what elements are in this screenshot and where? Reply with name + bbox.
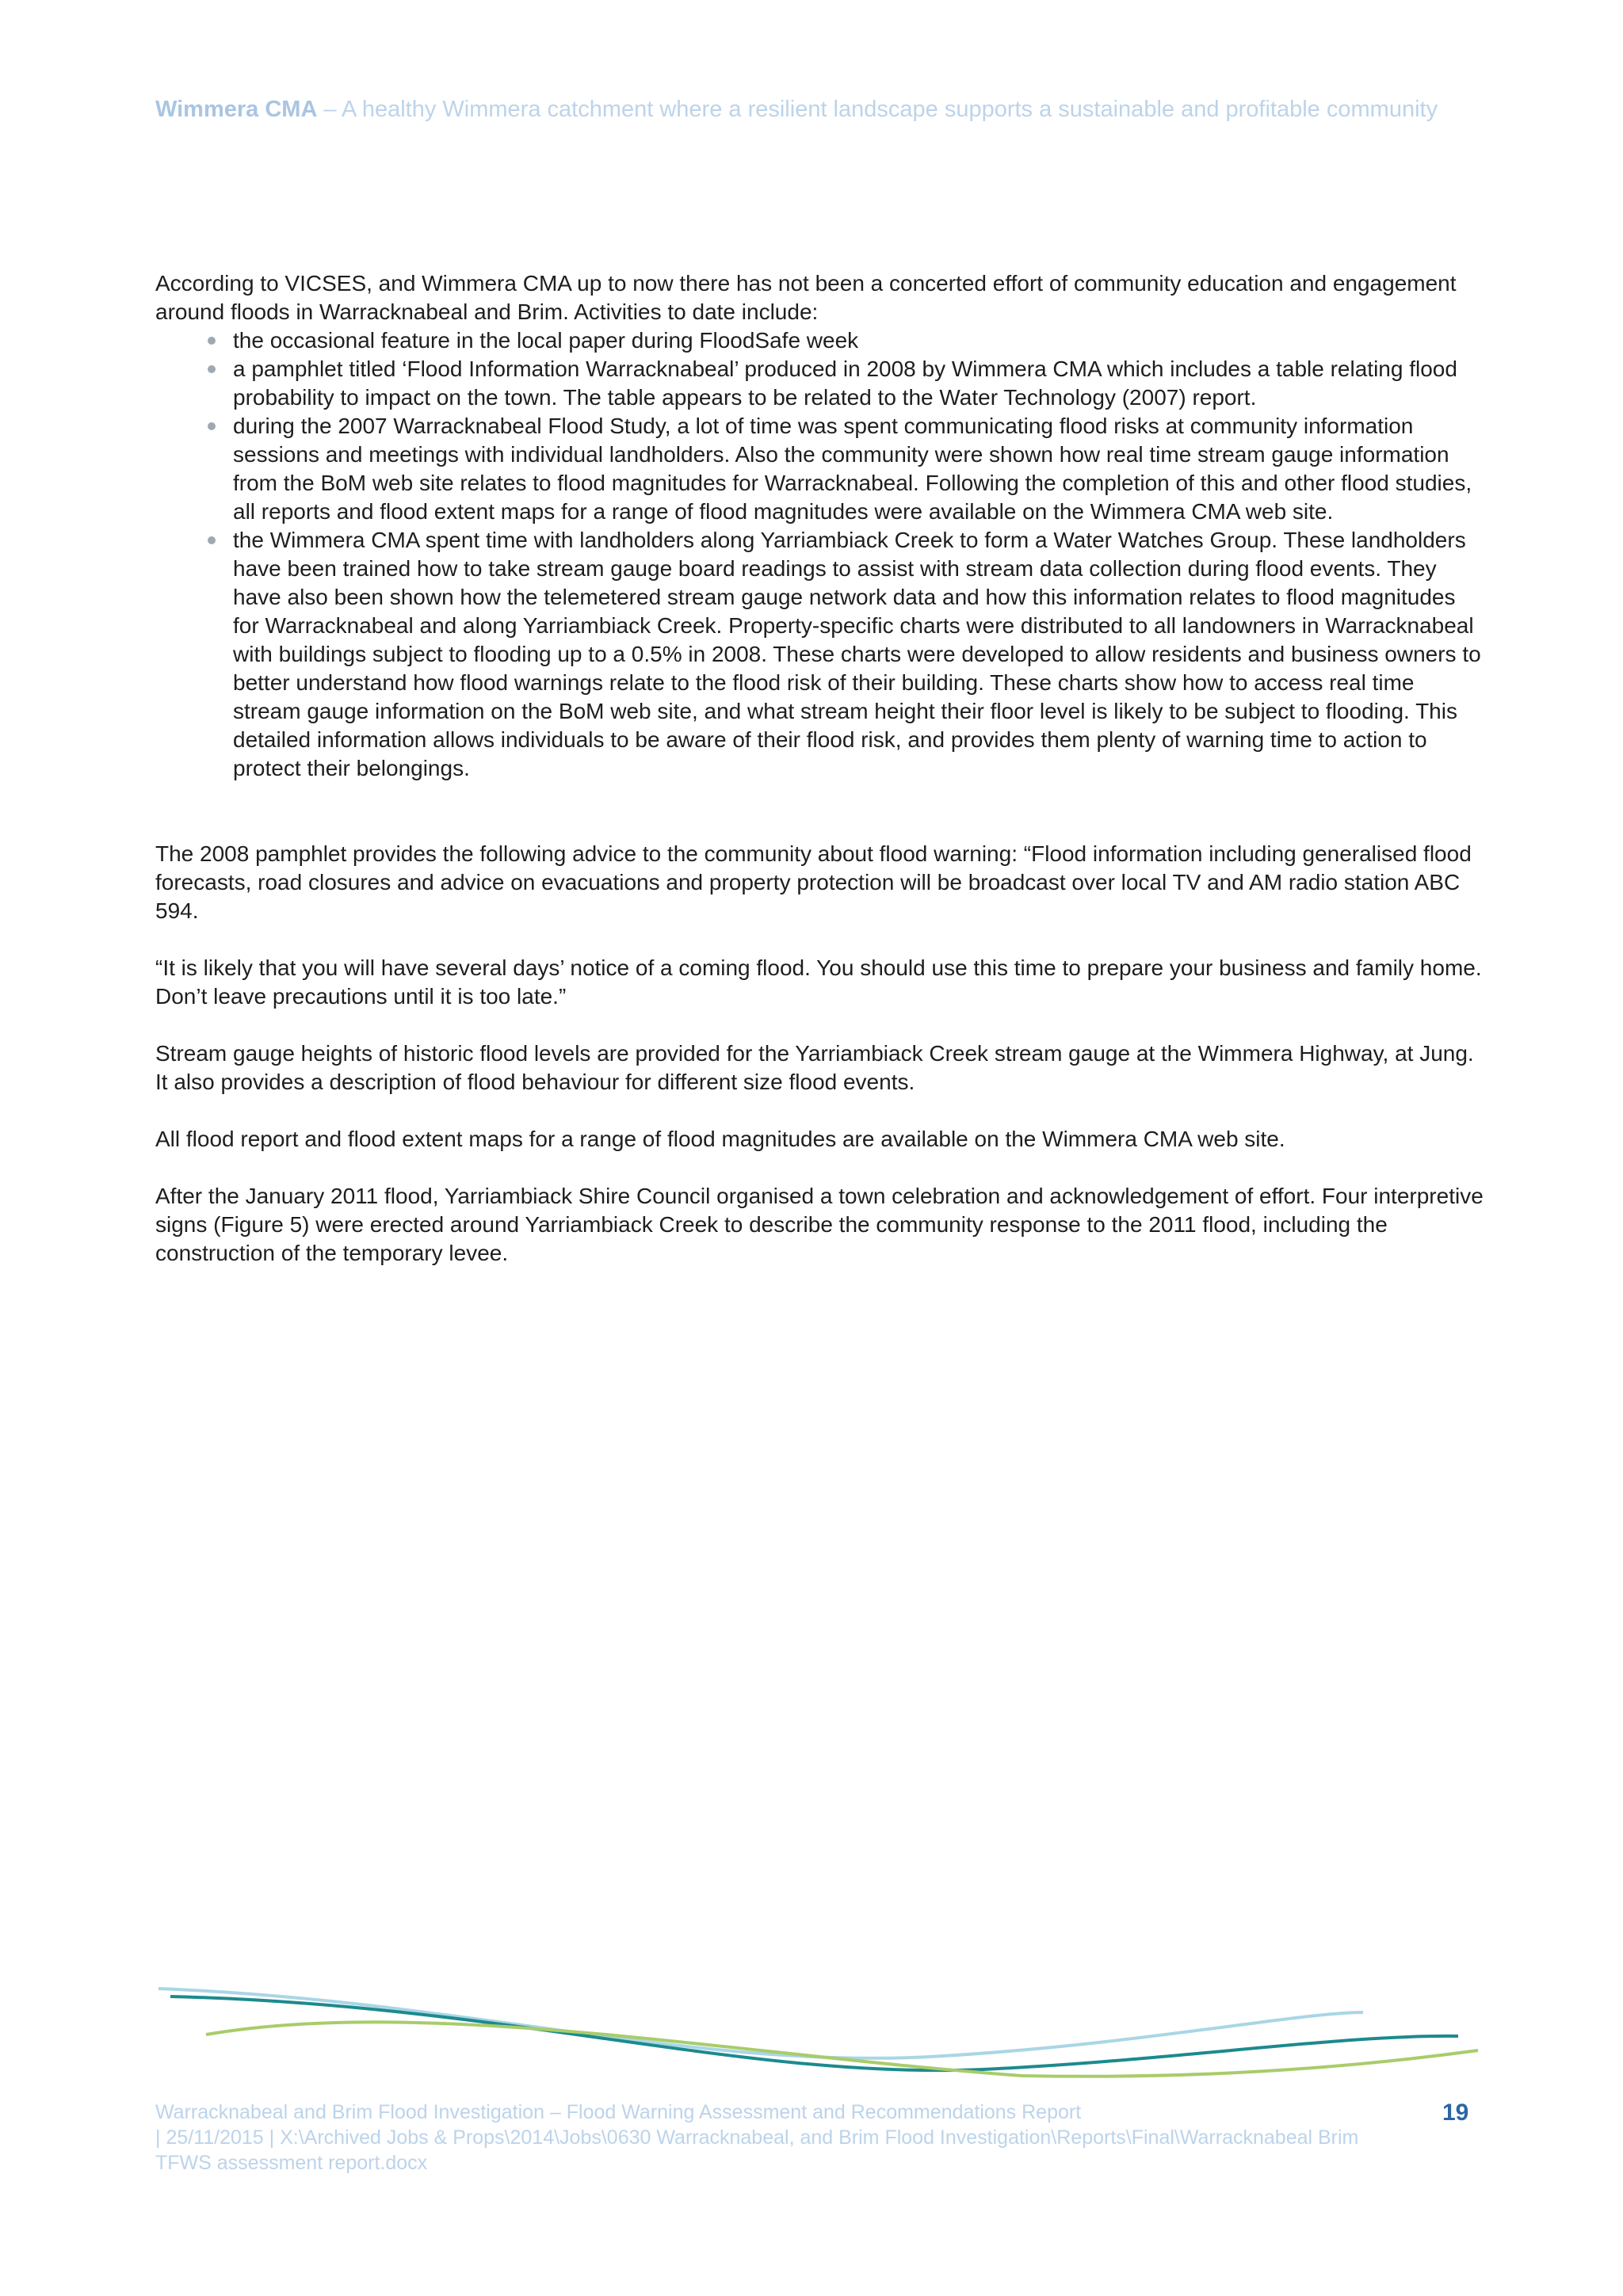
january-2011-paragraph: After the January 2011 flood, Yarriambiack Shire Council organised a town celebration and acknowledgement of effort. Four interpretive signs (Figure 5) were erected around Yarriambiack Creek to describe the community response to the 2011 flood, including the construction of the temporary levee. (155, 1184, 1484, 1265)
list-item (233, 326, 1487, 355)
pamphlet-advice-paragraph: The 2008 pamphlet provides the following advice to the community about flood warning: “Flood information including generalised flood forecasts, road closures and advice on evacuations and property protection will be broadcast over local TV and AM radio station ABC 594. (155, 841, 1472, 923)
page-number: 19 (1442, 2100, 1469, 2126)
bullet-icon (208, 422, 216, 430)
header-tagline: – A healthy Wimmera catchment where a resilient landscape supports a sustainable and profitable community (317, 97, 1438, 122)
bullet-icon (208, 365, 216, 373)
notice-quote-paragraph: “It is likely that you will have several days’ notice of a coming flood. You should use this time to prepare your business and family home. Don’t leave precautions until it is too late.” (155, 955, 1482, 1009)
list-item-text: during the 2007 Warracknabeal Flood Study, a lot of time was spent communicating flood risks at community information sessions and meetings with individual landholders. Also the community were shown how real time stream gauge information from the BoM web site relates to flood magnitudes for Warracknabeal. Following the completion of this and other flood studies, all reports and flood extent maps for a range of flood magnitudes were available on the Wimmera CMA web site. (233, 414, 1472, 524)
header-brand: Wimmera CMA (155, 97, 318, 122)
footer-file-path: | 25/11/2015 | X:\Archived Jobs & Props\2014\Jobs\0630 Warracknabeal, and Brim Flood Investigation\Reports\Final\Warracknabeal Brim (155, 2126, 1359, 2149)
intro-paragraph: According to VICSES, and Wimmera CMA up to now there has not been a concerted effort of community education and engagement around floods in Warracknabeal and Brim. Activities to date include: (155, 271, 1457, 324)
stream-gauge-paragraph: Stream gauge heights of historic flood levels are provided for the Yarriambiack Creek stream gauge at the Wimmera Highway, at Jung. It also provides a description of flood behaviour for different size flood events. (155, 1041, 1474, 1094)
document-body (155, 269, 1487, 1268)
list-item-text: the Wimmera CMA spent time with landholders along Yarriambiack Creek to form a Water Watches Group. These landholders have been trained how to take stream gauge board readings to assist with stream data collection during flood events. They have also been shown how the telemetered stream gauge network data and how this information relates to flood magnitudes for Warracknabeal and along Yarriambiack Creek. Property-specific charts were distributed to all landowners in Warracknabeal with buildings subject to flooding up to a 0.5% in 2008. These charts were developed to allow residents and business owners to better understand how flood warnings relate to the flood risk of their building. These charts show how to access real time stream gauge information on the BoM web site, and what stream height their floor level is likely to be subject to flooding. This detailed information allows individuals to be aware of their flood risk, and provides them plenty of warning time to action to protect their belongings. (233, 528, 1481, 780)
bullet-icon (208, 536, 216, 544)
list-item-text: the occasional feature in the local paper during FloodSafe week (233, 328, 859, 353)
list-item-text: a pamphlet titled ‘Flood Information Warracknabeal’ produced in 2008 by Wimmera CMA which includes a table relating flood probability to impact on the town. The table appears to be related to the Water Technology (2007) report. (233, 357, 1457, 410)
list-item (233, 355, 1487, 412)
bullet-icon (208, 337, 216, 345)
footer-wave-decoration (151, 1977, 1482, 2088)
page-header (155, 97, 1503, 123)
footer-file-name: TFWS assessment report.docx (155, 2152, 428, 2174)
page-footer (155, 2100, 1423, 2176)
list-item (233, 526, 1487, 783)
footer-report-title: Warracknabeal and Brim Flood Investigation – Flood Warning Assessment and Recommendations Report (155, 2101, 1082, 2123)
flood-maps-paragraph: All flood report and flood extent maps for a range of flood magnitudes are available on the Wimmera CMA web site. (155, 1127, 1285, 1151)
list-item (233, 412, 1487, 526)
activities-list (155, 326, 1487, 783)
wave-teal (170, 1997, 1458, 2070)
